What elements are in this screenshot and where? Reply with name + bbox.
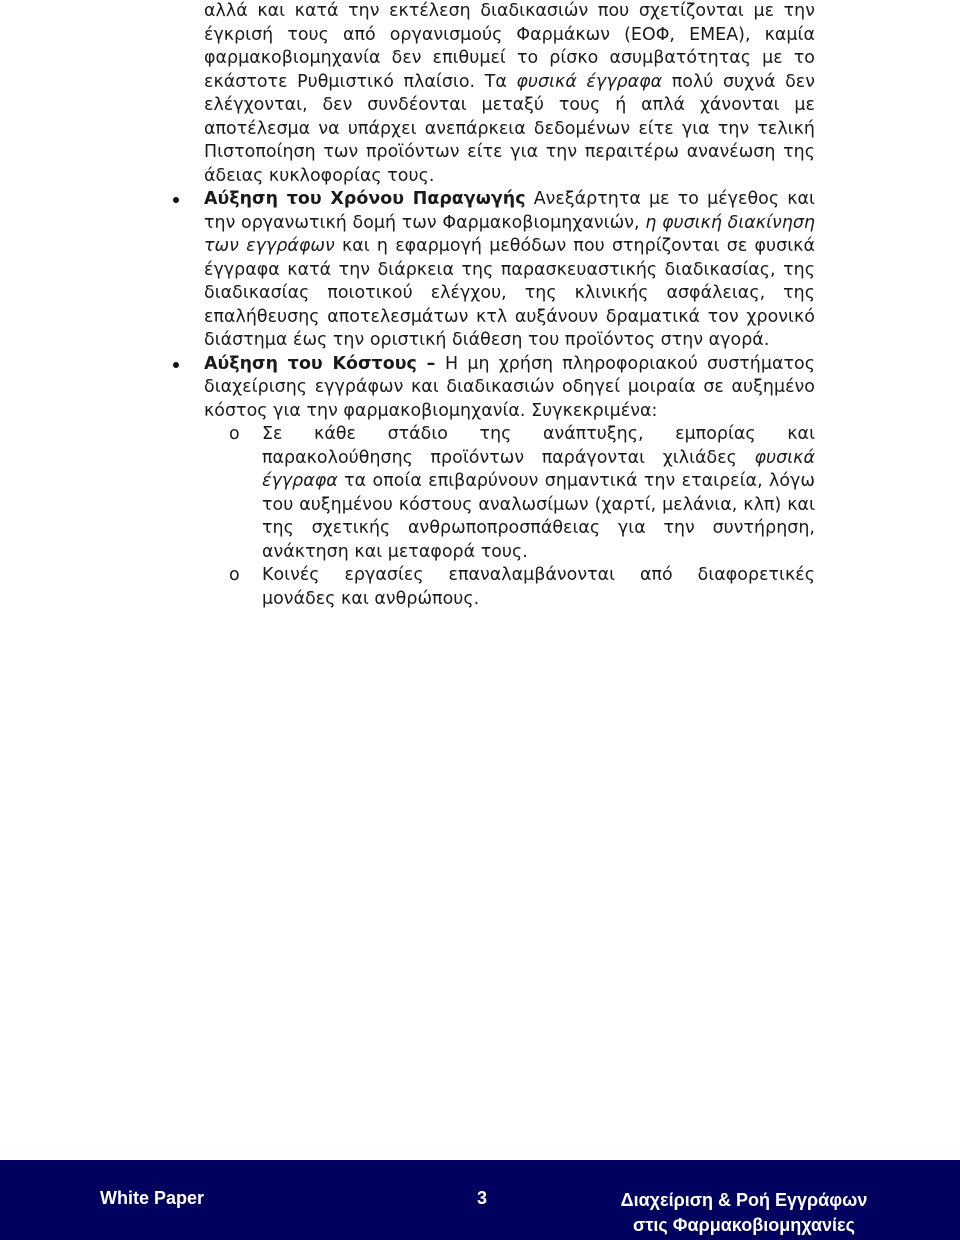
bullet-cost [204,353,815,424]
bullet-2-text: Η μη χρήση πληροφοριακού συστήματος διαχείρισης εγγράφων και διαδικασιών οδηγεί μοιραία σε αυξημένο κόστος για την φαρμακοβιομηχανία. Συγκεκριμένα: [204,353,815,421]
sub-1-italic: φυσικά έγγραφα [262,447,815,491]
sub-1-text-2: τα οποία επιβαρύνουν σημαντικά την εταιρεία, λόγω του αυξημένου κόστους αναλωσίμων (χαρτί, μελάνια, κλπ) και της σχετικής ανθρωποπροσπάθειας για την συντήρηση, ανάκτηση και μεταφορά τους. [262,471,815,562]
document-body [204,0,815,611]
page-footer [0,1160,960,1240]
cost-sub-list [204,423,815,611]
bullet-2-dash: – [416,353,446,374]
intro-paragraph [204,0,815,188]
footer-doc-title [614,1188,874,1238]
bullet-2-title: Αύξηση του Κόστους [204,353,417,374]
bullet-production-time [204,188,815,353]
intro-text-2: πολύ συχνά δεν ελέγχονται, δεν συνδέονται μεταξύ τους ή απλά χάνονται με αποτέλεσμα να υπάρχει ανεπάρκεια δεδομένων είτε για την τελική Πιστοποίηση των προϊόντων είτε για την περαιτέρω ανανέωση της άδειας κυκλοφορίας τους. [204,71,815,186]
circle-bullet-icon: o [229,424,240,444]
bullet-1-text-1: Ανεξάρτητα με το μέγεθος και την οργανωτική δομή των Φαρμακοβιομηχανιών, [204,189,815,233]
bullet-1-text-2: και η εφαρμογή μεθόδων που στηρίζονται σε φυσικά έγγραφα κατά την διάρκεια της παρασκευαστικής διαδικασίας, της διαδικασίας ποιοτικού ελέγχου, της κλινικής ασφάλειας, της επαλήθευσης αποτελεσμάτων κτλ αυξάνουν δραματικά τον χρονικό διάστημα έως την οριστική διάθεση του προϊόντος στην αγορά. [204,236,815,350]
bullet-dot-icon [173,362,179,368]
bullet-1-title: Αύξηση του Χρόνου Παραγωγής [204,189,526,209]
bullet-1-italic: η φυσική διακίνηση των εγγράφων [204,212,816,256]
footer-doc-type: White Paper [100,1188,205,1208]
footer-page-number: 3 [477,1188,488,1208]
intro-italic-1: φυσικά έγγραφα [516,71,663,92]
footer-title-line-2: στις Φαρμακοβιομηχανίες [633,1215,855,1235]
sub-2-text: Κοινές εργασίες επαναλαμβάνονται από διαφορετικές μονάδες και ανθρώπους. [262,565,815,609]
footer-title-line-1: Διαχείριση & Ροή Εγγράφων [620,1190,868,1210]
sub-item-repeated-tasks [229,564,815,611]
intro-text-1: αλλά και κατά την εκτέλεση διαδικασιών που σχετίζονται με την έγκρισή τους από οργανισμούς Φαρμάκων (ΕΟΦ, ΕΜΕΑ), καμία φαρμακοβιομηχανία δεν επιθυμεί το ρίσκο ασυμβατότητας με το εκάστοτε Ρυθμιστικό πλαίσιο. Τα [204,1,815,92]
bullet-dot-icon [173,197,179,203]
sub-1-text-1: Σε κάθε στάδιο της ανάπτυξης, εμπορίας και παρακολούθησης προϊόντων παράγονται χιλιάδες [262,424,815,468]
circle-bullet-icon: o [229,565,240,585]
sub-item-documents-cost [229,423,815,564]
